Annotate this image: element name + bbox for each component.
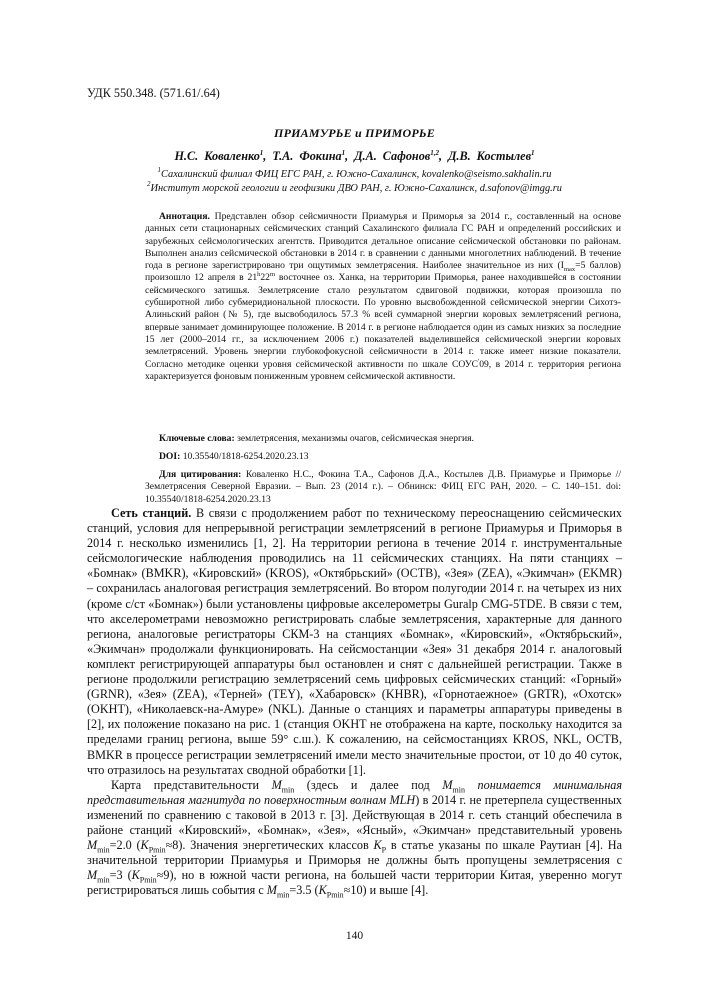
author-sup: 1,2 xyxy=(430,149,439,157)
doi-value: 10.35540/1818-6254.2020.23.13 xyxy=(180,451,309,462)
paragraph: Карта представительности $M_{min}$ (здесь и далее под $M_{min}$ понимается минимальная представительная магнитуда по поверхностным волнам MLH) в 2014 г. не претерпела существенных изменений по сравнению с таковой в 2013 г. [3]. Действующая в 2014 г. сеть станций обеспечила в районе станций «Кировский», «Бомнак», «Зея», «Ясный», «Экимчан» представительный уровень $M_{min}=2.0$ $(K_{Pmin}\approx 8)$. Значения энергетических классов $K_P$ в статье указаны по шкале Раутиан [4]. На значительной территории Приамурья и Приморья не должны быть пропущены землетрясения с $M_{min}=3$ $(K_{Pmin}\approx 9)$, но в южной части региона, на большей части территории Китая, уверенно могут регистрироваться лишь события с $M_{min}=3.5$ $(K_{Pmin}\approx 10)$ и выше [4]. xyxy=(87,777,623,900)
affiliation-2: $^2$Институт морской геологии и геофизики ДВО РАН, г. Южно-Сахалинск, d.safonov@imgg.ru xyxy=(146,180,562,194)
author-name: Т.А. Фокина xyxy=(272,149,342,163)
citation: Для цитирования: Коваленко Н.С., Фокина Т.А., Сафонов Д.А., Костылев Д.В. Приамурье и Приморье // Землетрясения Северной Евразии. – Вып. 23 (2014 г.). – Обнинск: ФИЦ ЕГС РАН, 2020. – С. 140–151. doi: 10.35540/1818-6254.2020.23.13 xyxy=(145,469,621,505)
author-list: Н.С. Коваленко$^1$, Т.А. Фокина$^1$, Д.А. Сафонов$^{1,2}$, Д.В. Костылев$^1$ xyxy=(174,149,535,163)
doi: DOI: 10.35540/1818-6254.2020.23.13 xyxy=(159,451,309,462)
author-name: Д.В. Костылев xyxy=(448,149,532,163)
abstract-label: Аннотация. xyxy=(159,211,210,222)
paragraph: Сеть станций. В связи с продолжением работ по техническому переоснащению сейсмических станций, условия для непрерывной регистрации землетрясений в регионе Приамурья и Приморья в 2014 г. несколько изменились [1, 2]. На территории региона в течение 2014 г. инструментальные сейсмологические наблюдения проводились на 11 сейсмических станциях. На пяти станциях – «Бомнак» (BMKR), «Кировский» (KROS), «Октябрьский» (OCTB), «Зея» (ZEA), «Экимчан» (EKMR) – сохранилась аналоговая регистрация землетрясений. Во втором полугодии 2014 г. на четырех из них (кроме с/ст «Бомнак») были установлены цифровые акселерометры Guralp CMG-5TDE. В связи с тем, что акселерометрами невозможно регистрировать слабые землетрясения, характерные для данного региона, аналоговые регистраторы СКМ-3 на станциях «Бомнак», «Кировский», «Октябрьский», «Экимчан» продолжали функционировать. На сейсмостанции «Зея» 31 декабря 2014 г. аналоговый комплект регистрирующей аппаратуры был остановлен и снят с дальнейшей регистрации. Также в регионе продолжили регистрацию землетрясений семь цифровых сейсмических станций: «Горный» (GRNR), «Зея» (ZEA), «Терней» (TEY), «Хабаровск» (KHBR), «Горнотаежное» (GRTR), «Охотск» (OKHT), «Николаевск-на-Амуре» (NKL). Данные о станциях и параметры аппаратуры приведены в [2], их положение показано на рис. 1 (станция OKHT не отображена на карте, поскольку находится за пределами границ региона, выше 59° с.ш.). К сожалению, на сейсмостанциях KROS, NKL, OCTB, BMKR в процессе регистрации землетрясений имели место значительные простои, от 10 до 40 суток, что отразилось на результатах сводной обработки [1]. xyxy=(87,506,622,777)
author-sup: 1 xyxy=(341,149,346,157)
section-heading: Сеть станций. xyxy=(111,506,192,520)
keywords: Ключевые слова: землетрясения, механизмы очагов, сейсмическая энергия. xyxy=(159,433,474,444)
author-name: Д.А. Сафонов xyxy=(354,149,431,163)
abstract: Аннотация. Представлен обзор сейсмичности Приамурья и Приморья за 2014 г., составленный на основе данных сети стационарных сейсмических станций Сахалинского филиала ГС РАН и определений российских и зарубежных сейсмологических агентств. Приводится детальное описание сейсмической обстановки по районам. Выполнен анализ сейсмической обстановки в 2014 г. в сравнении с данными многолетних наблюдений. В течение года в регионе зарегистрировано три ощутимых землетрясения. Наиболее значительное из них ($I_{max}=5$ баллов) произошло 12 апреля в 21$^h$22$^m$ восточнее оз. Ханка, на территории Приморья, ранее находившейся в состоянии сейсмического затишья. Землетрясение стало результатом сдвиговой подвижки, которая произошла по субширотной либо субмеридиональной плоскости. По уровню высвобожденной сейсмической энергии Сихотэ-Алиньский район (№ 5), где высвободилось 57.3 % всей суммарной энергии коровых землетрясений региона, впервые занимает доминирующее положение. В 2014 г. в регионе наблюдается один из самых низких за последние 15 лет (2000–2014 гг., за исключением 2006 г.) показателей выделившейся сейсмической энергии коровых землетрясений. Уровень энергии глубокофокусной сейсмичности в 2014 г. также имеет низкие показатели. Согласно методике оценки уровня сейсмической активности по шкале СОУС'09, в 2014 г. территория региона характеризуется фоновым пониженным уровнем сейсмической активности. xyxy=(145,211,621,382)
author-name: Н.С. Коваленко xyxy=(174,149,260,163)
page-number: 140 xyxy=(345,930,364,942)
article-title: ПРИАМУРЬЕ и ПРИМОРЬЕ xyxy=(274,126,435,140)
author-sup: 1 xyxy=(259,149,264,157)
author-sup: 1 xyxy=(531,149,535,157)
body-text xyxy=(87,506,622,898)
affiliation-1: $^1$Сахалинский филиал ФИЦ ЕГС РАН, г. Южно-Сахалинск, kovalenko@seismo.sakhalin.ru xyxy=(157,166,552,180)
udc-code: УДК 550.348. (571.61/.64) xyxy=(87,86,220,100)
